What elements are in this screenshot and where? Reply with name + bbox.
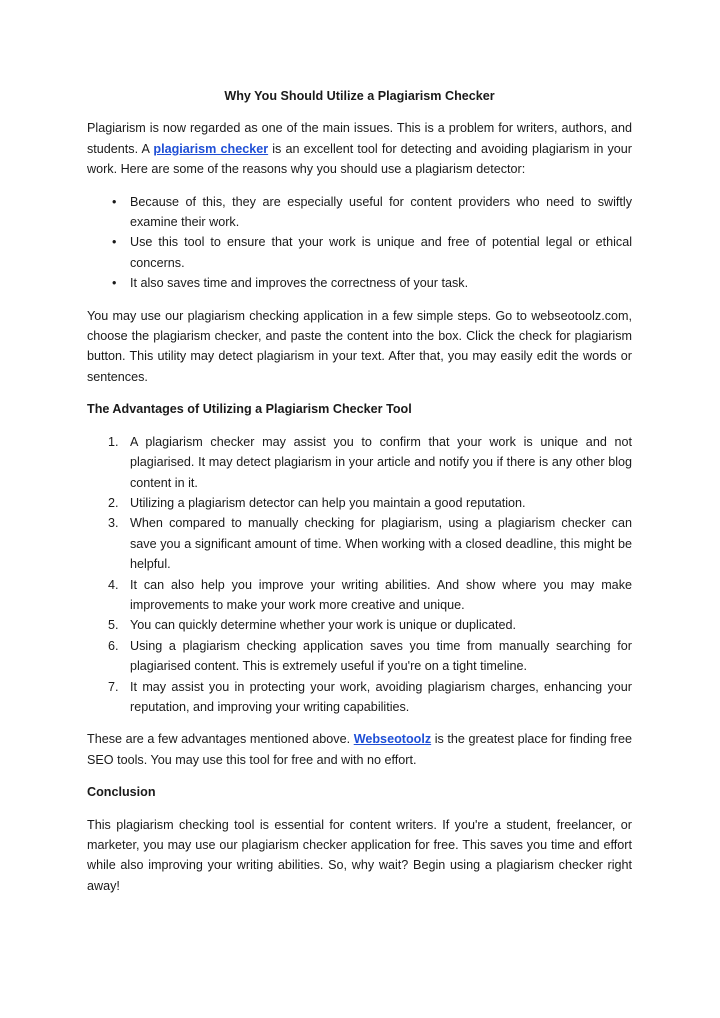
list-number: 2. — [108, 495, 119, 510]
bullet-item — [87, 232, 632, 273]
bullet-item — [87, 273, 632, 293]
bullet-text: Because of this, they are especially useful for content providers who need to swiftly examine their work. — [130, 194, 632, 230]
steps-paragraph: You may use our plagiarism checking application in a few simple steps. Go to webseotoolz.com, choose the plagiarism checker, and paste the content into the box. Click the check for plagiarism button. This utility may detect plagiarism in your text. After that, you may easily edit the words or sentences. — [87, 308, 632, 384]
list-item-text: Using a plagiarism checking application saves you time from manually searching for plagiarised content. This is extremely useful if you're on a tight timeline. — [130, 638, 632, 674]
list-number: 1. — [108, 434, 119, 449]
bullet-icon: • — [112, 276, 117, 291]
list-number: 3. — [108, 516, 119, 531]
bullet-icon: • — [112, 235, 117, 250]
list-number: 4. — [108, 577, 119, 592]
conclusion-paragraph: This plagiarism checking tool is essential for content writers. If you're a student, freelancer, or marketer, you may use our plagiarism checker application for free. This saves you time and effort while also improving your writing abilities. So, why wait? Begin using a plagiarism checker right away! — [87, 817, 632, 893]
document-title: Why You Should Utilize a Plagiarism Checker — [224, 89, 495, 103]
reasons-bullet-list — [87, 192, 632, 294]
list-item — [87, 677, 632, 718]
list-item — [87, 493, 632, 513]
bullet-icon: • — [112, 194, 117, 209]
list-item — [87, 513, 632, 574]
intro-text-before-link: Plagiarism is now regarded as one of the main issues. This is a problem for writers, authors, and students. A — [87, 121, 632, 156]
list-item — [87, 432, 632, 493]
list-number: 7. — [108, 679, 119, 694]
intro-text-after-link: is an excellent tool for detecting and avoiding plagiarism in your work. Here are some of the reasons why you should use a plagiarism detector: — [87, 141, 633, 177]
list-number: 5. — [108, 618, 119, 633]
bullet-text: It also saves time and improves the correctness of your task. — [130, 276, 469, 291]
plagiarism-checker-link[interactable]: plagiarism checker — [153, 141, 269, 156]
bullet-item — [87, 192, 632, 233]
advantages-heading: The Advantages of Utilizing a Plagiarism Checker Tool — [87, 402, 412, 417]
list-item-text: It can also help you improve your writing abilities. And show where you may make improvements to make your work more creative and unique. — [130, 577, 632, 612]
list-item-text: It may assist you in protecting your work, avoiding plagiarism charges, enhancing your reputation, and improving your writing capabilities. — [130, 679, 632, 714]
list-item-text: A plagiarism checker may assist you to confirm that your work is unique and not plagiarised. It may detect plagiarism in your article and notify you if there is any other blog content in it. — [130, 434, 632, 490]
webseotoolz-link[interactable]: Webseotoolz — [353, 732, 432, 747]
list-item — [87, 636, 632, 677]
list-item-text: You can quickly determine whether your work is unique or duplicated. — [130, 618, 516, 633]
list-item — [87, 575, 632, 616]
advantages-numbered-list — [87, 432, 632, 718]
list-item-text: Utilizing a plagiarism detector can help you maintain a good reputation. — [130, 495, 526, 510]
summary-text-after-link: is the greatest place for finding free SEO tools. You may use this tool for free and with no effort. — [87, 732, 633, 767]
list-item-text: When compared to manually checking for plagiarism, using a plagiarism checker can save you a significant amount of time. When working with a closed deadline, this might be helpful. — [130, 516, 632, 572]
summary-paragraph — [87, 729, 632, 770]
bullet-text: Use this tool to ensure that your work is unique and free of potential legal or ethical concerns. — [130, 235, 632, 270]
intro-paragraph — [87, 118, 632, 179]
conclusion-heading: Conclusion — [87, 785, 156, 800]
list-number: 6. — [108, 638, 119, 653]
summary-text-before-link: These are a few advantages mentioned above. — [87, 732, 354, 747]
list-item — [87, 615, 632, 635]
